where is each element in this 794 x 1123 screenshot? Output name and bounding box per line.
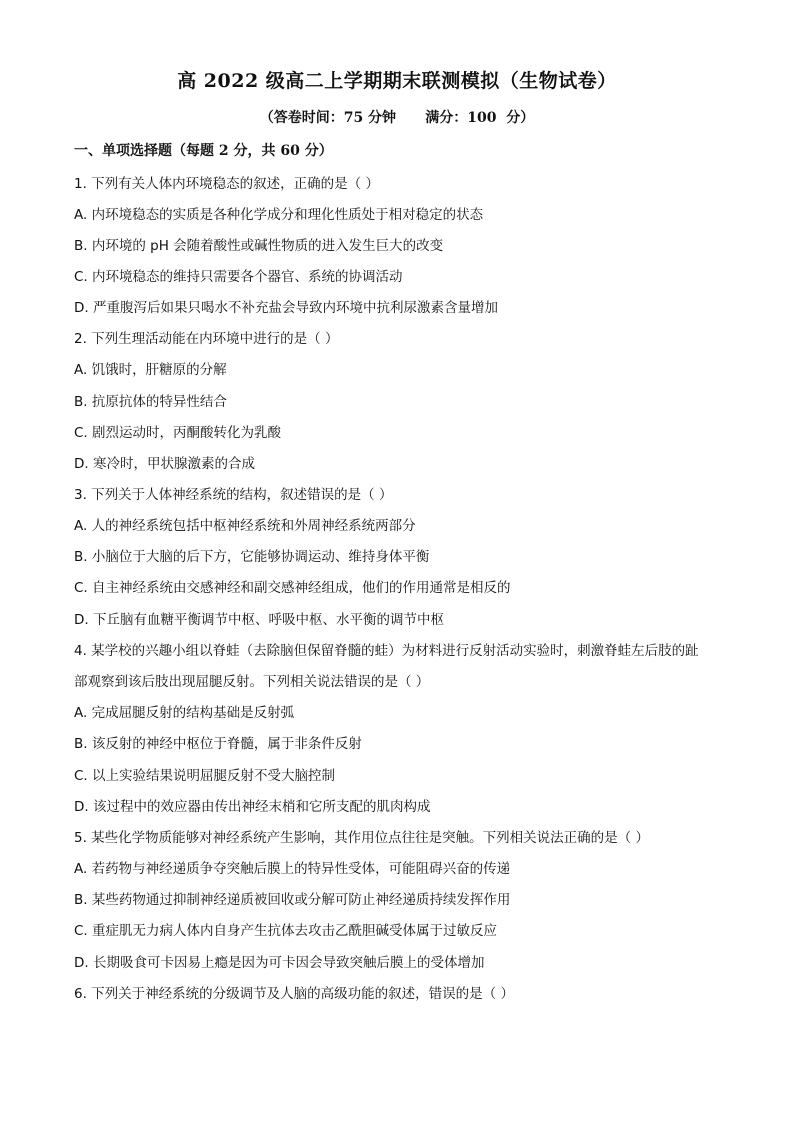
option-4c: C. 以上实验结果说明屈腿反射不受大脑控制 xyxy=(74,768,336,784)
question-2: 2. 下列生理活动能在内环境中进行的是（ ） xyxy=(74,331,339,347)
option-2a: A. 饥饿时，肝糖原的分解 xyxy=(74,362,227,378)
option-2d: D. 寒冷时，甲状腺激素的合成 xyxy=(74,456,255,472)
option-4a: A. 完成屈腿反射的结构基础是反射弧 xyxy=(74,705,295,721)
exam-title: 高 2022 级高二上学期期末联测模拟（生物试卷） xyxy=(177,70,617,92)
option-5b: B. 某些药物通过抑制神经递质被回收或分解可防止神经递质持续发挥作用 xyxy=(74,892,511,908)
option-2c: C. 剧烈运动时，丙酮酸转化为乳酸 xyxy=(74,425,282,441)
option-5a: A. 若药物与神经递质争夺突触后膜上的特异性受体，可能阻碍兴奋的传递 xyxy=(74,861,511,877)
question-1: 1. 下列有关人体内环境稳态的叙述，正确的是（ ） xyxy=(74,176,379,192)
option-1b: B. 内环境的 pH 会随着酸性或碱性物质的进入发生巨大的改变 xyxy=(74,238,444,254)
question-3: 3. 下列关于人体神经系统的结构，叙述错误的是（ ） xyxy=(74,487,393,503)
option-5c: C. 重症肌无力病人体内自身产生抗体去攻击乙酰胆碱受体属于过敏反应 xyxy=(74,923,498,939)
question-5: 5. 某些化学物质能够对神经系统产生影响，其作用位点往往是突触。下列相关说法正确的是（ ） xyxy=(74,830,649,846)
section-heading: 一、单项选择题（每题 2 分，共 60 分） xyxy=(74,143,333,159)
option-1a: A. 内环境稳态的实质是各种化学成分和理化性质处于相对稳定的状态 xyxy=(74,207,484,223)
option-1d: D. 严重腹泻后如果只喝水不补充盐会导致内环境中抗利尿激素含量增加 xyxy=(74,300,498,316)
question-4: 4. 某学校的兴趣小组以脊蛙（去除脑但保留脊髓的蛙）为材料进行反射活动实验时，刺激脊蛙左后肢的趾 xyxy=(74,643,699,659)
option-1c: C. 内环境稳态的维持只需要各个器官、系统的协调活动 xyxy=(74,269,403,285)
option-2b: B. 抗原抗体的特异性结合 xyxy=(74,394,227,410)
question-6: 6. 下列关于神经系统的分级调节及人脑的高级功能的叙述，错误的是（ ） xyxy=(74,986,514,1002)
question-4-continued: 部观察到该后肢出现屈腿反射。下列相关说法错误的是（ ） xyxy=(74,674,430,690)
option-3d: D. 下丘脑有血糖平衡调节中枢、呼吸中枢、水平衡的调节中枢 xyxy=(74,612,444,628)
exam-subtitle: （答卷时间：75 分钟 满分：100 分） xyxy=(259,110,535,126)
option-4d: D. 该过程中的效应器由传出神经末梢和它所支配的肌肉构成 xyxy=(74,799,431,815)
option-3a: A. 人的神经系统包括中枢神经系统和外周神经系统两部分 xyxy=(74,518,416,534)
option-5d: D. 长期吸食可卡因易上瘾是因为可卡因会导致突触后膜上的受体增加 xyxy=(74,955,485,971)
option-4b: B. 该反射的神经中枢位于脊髓，属于非条件反射 xyxy=(74,736,362,752)
option-3c: C. 自主神经系统由交感神经和副交感神经组成，他们的作用通常是相反的 xyxy=(74,580,511,596)
option-3b: B. 小脑位于大脑的后下方，它能够协调运动、维持身体平衡 xyxy=(74,549,430,565)
